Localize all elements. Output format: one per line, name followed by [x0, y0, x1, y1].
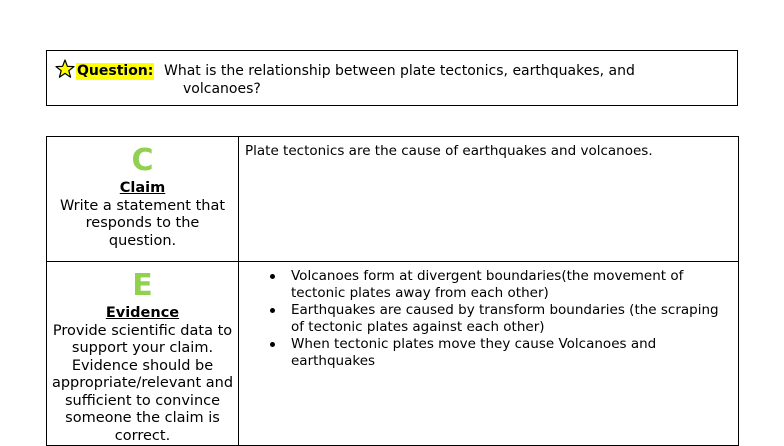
claim-content: Plate tectonics are the cause of earthquakes and volcanoes.	[245, 143, 653, 159]
star-icon	[55, 59, 75, 79]
evidence-heading: Evidence	[105, 305, 180, 321]
evidence-label-cell	[47, 262, 239, 446]
evidence-bullet: When tectonic plates move they cause Volcanoes and earthquakes	[291, 336, 732, 370]
question-label: Question:	[77, 63, 154, 79]
question-text-line2: volcanoes?	[183, 81, 261, 97]
evidence-description: Provide scientific data to support your claim. Evidence should be appropriate/relevant and sufficient to convince someone the claim is correct.	[51, 322, 234, 444]
claim-row	[47, 137, 739, 262]
claim-letter: C	[131, 143, 154, 178]
question-box	[46, 50, 738, 106]
evidence-list	[245, 268, 732, 370]
evidence-bullet: Earthquakes are caused by transform boundaries (the scraping of tectonic plates against each other)	[291, 302, 732, 336]
evidence-content-cell[interactable]	[239, 262, 739, 446]
question-text-line1: What is the relationship between plate tectonics, earthquakes, and	[164, 63, 635, 79]
claim-description: Write a statement that responds to the question.	[59, 197, 226, 249]
claim-content-cell[interactable]	[239, 137, 739, 262]
claim-heading: Claim	[119, 180, 166, 196]
evidence-bullet: Volcanoes form at divergent boundaries(the movement of tectonic plates away from each other)	[291, 268, 732, 302]
cer-table	[46, 136, 739, 446]
evidence-letter: E	[132, 268, 153, 303]
claim-label-cell	[47, 137, 239, 262]
evidence-row	[47, 262, 739, 446]
